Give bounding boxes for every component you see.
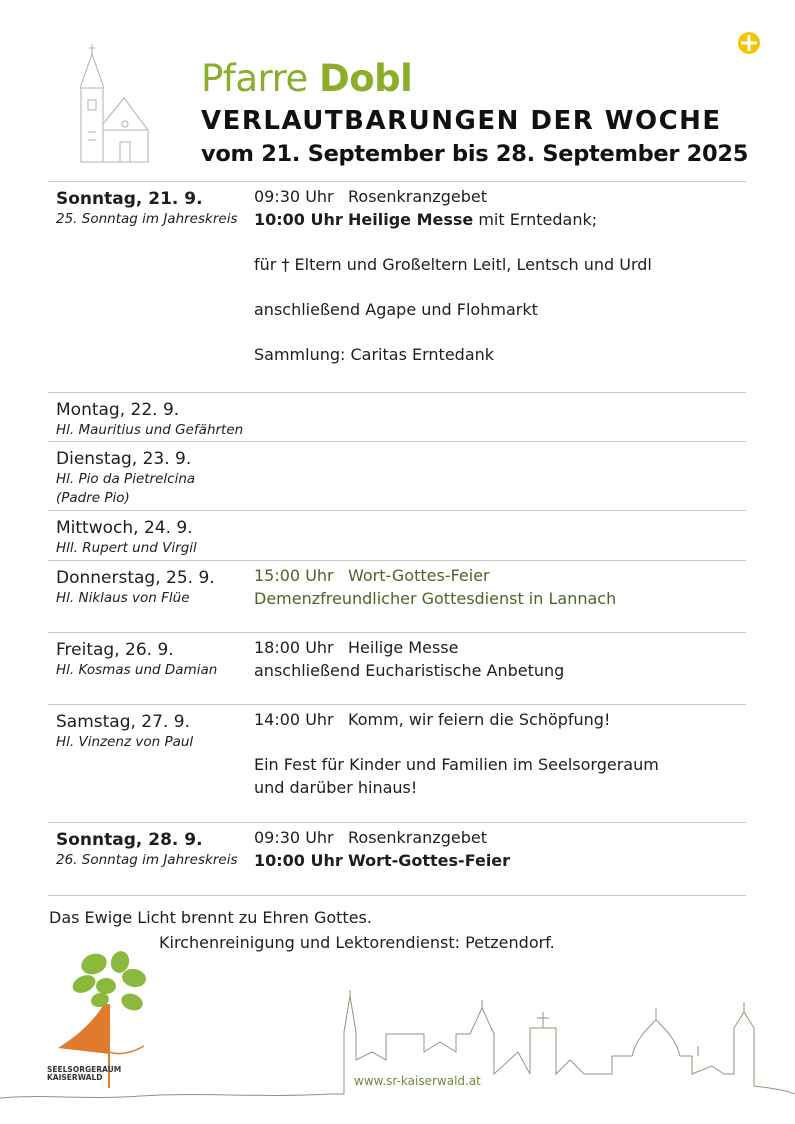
event-line: 18:00 Uhr Heilige Messe — [254, 638, 459, 657]
event-note: Demenzfreundlicher Gottesdienst in Lannach — [254, 589, 617, 608]
day-subtitle: 25. Sonntag im Jahreskreis — [56, 211, 238, 227]
day-name: Dienstag, 23. 9. — [56, 449, 192, 469]
day-subtitle: 26. Sonntag im Jahreskreis — [56, 852, 238, 868]
event-line: 15:00 Uhr Wort-Gottes-Feier — [254, 566, 490, 585]
cross-badge-icon — [738, 32, 760, 54]
church-logo — [76, 44, 156, 166]
page-header — [201, 56, 781, 170]
event-line: 09:30 Uhr Rosenkranzgebet — [254, 187, 487, 206]
event-note: anschließend Eucharistische Anbetung — [254, 661, 565, 680]
day-subtitle: Hl. Niklaus von Flüe — [56, 590, 190, 606]
day-subtitle: Hl. Kosmas und Damian — [56, 662, 218, 678]
day-name: Freitag, 26. 9. — [56, 640, 174, 660]
day-row — [48, 442, 746, 511]
parish-title: Pfarre Dobl — [201, 57, 413, 100]
event-line: 10:00 Uhr Wort-Gottes-Feier — [254, 851, 511, 870]
page-title: VERLAUTBARUNGEN DER WOCHE — [201, 106, 722, 136]
day-subtitle: Hl. Vinzenz von Paul — [56, 734, 194, 750]
town-skyline-illustration — [0, 990, 795, 1110]
website-link[interactable]: www.sr-kaiserwald.at — [354, 1074, 481, 1088]
day-name: Samstag, 27. 9. — [56, 712, 190, 732]
day-name: Sonntag, 28. 9. — [56, 830, 203, 850]
day-row — [48, 633, 746, 705]
day-name: Montag, 22. 9. — [56, 400, 180, 420]
day-subtitle: Hl. Pio da Pietrelcina (Padre Pio) — [56, 471, 196, 506]
event-note: Sammlung: Caritas Erntedank — [254, 345, 495, 364]
footer-note: Kirchenreinigung und Lektorendienst: Petzendorf. — [159, 933, 555, 952]
day-row — [48, 182, 746, 393]
day-subtitle: Hl. Mauritius und Gefährten — [56, 422, 244, 438]
footer-note: Das Ewige Licht brennt zu Ehren Gottes. — [49, 908, 372, 927]
event-line: 14:00 Uhr Komm, wir feiern die Schöpfung! — [254, 710, 611, 729]
day-row — [48, 393, 746, 442]
day-row — [48, 561, 746, 633]
page-subtitle: vom 21. September bis 28. September 2025 — [201, 141, 749, 167]
event-note: Ein Fest für Kinder und Familien im Seelsorgeraum und darüber hinaus! — [254, 755, 659, 797]
day-name: Mittwoch, 24. 9. — [56, 518, 193, 538]
event-note: für † Eltern und Großeltern Leitl, Lentsch und Urdl — [254, 255, 652, 274]
schedule-table — [48, 181, 746, 896]
day-row — [48, 823, 746, 896]
event-line: 10:00 Uhr Heilige Messe mit Erntedank; — [254, 210, 598, 229]
event-line: 09:30 Uhr Rosenkranzgebet — [254, 828, 487, 847]
day-subtitle: Hll. Rupert und Virgil — [56, 540, 197, 556]
day-row — [48, 705, 746, 823]
day-name: Donnerstag, 25. 9. — [56, 568, 215, 588]
day-name: Sonntag, 21. 9. — [56, 189, 203, 209]
day-row — [48, 511, 746, 561]
event-note: anschließend Agape und Flohmarkt — [254, 300, 538, 319]
logo-text: SEELSORGERAUM KAISERWALD — [47, 1065, 122, 1082]
